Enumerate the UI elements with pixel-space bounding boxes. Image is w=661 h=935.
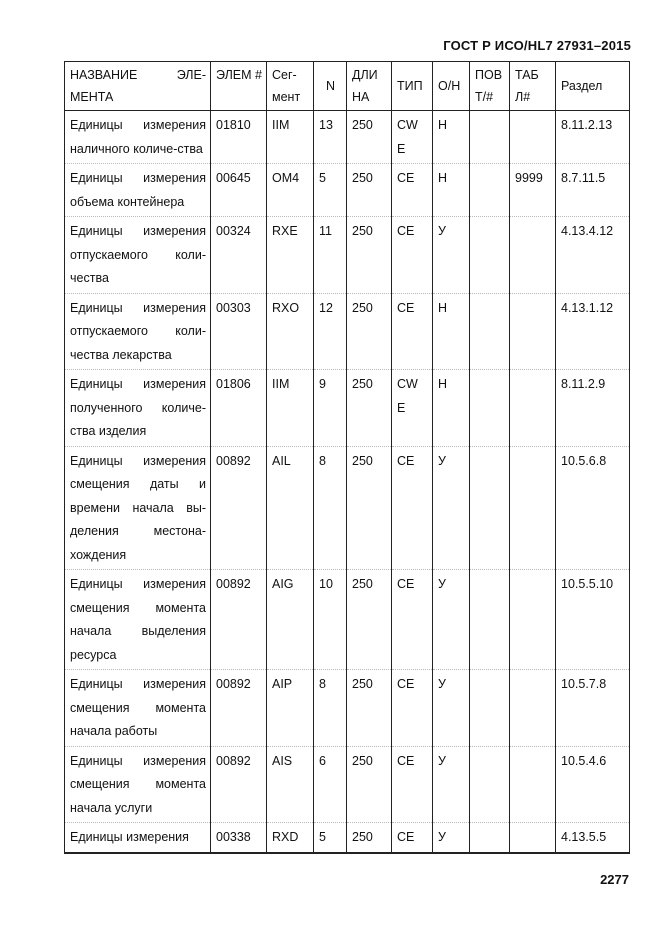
cell-segment: AIG [267,570,314,670]
table-row [65,823,630,853]
cell-section: 10.5.7.8 [556,670,630,747]
cell-section: 4.13.1.12 [556,293,630,370]
cell-length: 250 [347,670,392,747]
cell-length: 250 [347,746,392,823]
cell-length: 250 [347,217,392,294]
cell-n: 10 [314,570,347,670]
cell-rep [470,293,510,370]
cell-section: 10.5.6.8 [556,446,630,570]
cell-type: CE [392,570,433,670]
cell-n: 5 [314,823,347,853]
cell-elem: 00892 [211,746,267,823]
cell-n: 8 [314,446,347,570]
cell-type: CE [392,823,433,853]
cell-name: Единицы измерения смещения даты и времени начала вы-деления местона-хождения [65,446,211,570]
cell-segment: IIM [267,111,314,164]
table-row [65,370,630,447]
cell-opt: Н [433,164,470,217]
cell-rep [470,446,510,570]
cell-elem: 00892 [211,670,267,747]
cell-tbl [510,570,556,670]
cell-opt: У [433,670,470,747]
cell-length: 250 [347,570,392,670]
cell-type: CW E [392,370,433,447]
page-number: 2277 [600,872,629,887]
cell-name: Единицы измерения смещения момента начала работы [65,670,211,747]
cell-elem: 00892 [211,570,267,670]
document-standard-header: ГОСТ Р ИСО/HL7 27931–2015 [443,38,631,53]
cell-opt: У [433,446,470,570]
cell-rep [470,111,510,164]
cell-opt: У [433,217,470,294]
cell-segment: RXE [267,217,314,294]
cell-tbl [510,111,556,164]
cell-type: CE [392,446,433,570]
cell-name: Единицы измерения смещения момента начала услуги [65,746,211,823]
cell-rep [470,670,510,747]
cell-segment: AIP [267,670,314,747]
cell-name: Единицы измерения отпускаемого коли-чества лекарства [65,293,211,370]
cell-opt: Н [433,293,470,370]
cell-section: 10.5.5.10 [556,570,630,670]
cell-elem: 01810 [211,111,267,164]
cell-name: Единицы измерения полученного количе-ства изделия [65,370,211,447]
cell-elem: 00645 [211,164,267,217]
cell-tbl [510,293,556,370]
cell-opt: У [433,746,470,823]
cell-length: 250 [347,370,392,447]
cell-elem: 01806 [211,370,267,447]
cell-length: 250 [347,111,392,164]
table-row [65,293,630,370]
cell-n: 5 [314,164,347,217]
cell-n: 8 [314,670,347,747]
col-header-tbl: ТАБ Л# [510,62,556,111]
cell-opt: У [433,570,470,670]
table-row [65,111,630,164]
cell-tbl [510,446,556,570]
cell-name: Единицы измерения объема контейнера [65,164,211,217]
col-header-opt: О/Н [433,62,470,111]
table-header-row [65,62,630,111]
table-row [65,217,630,294]
cell-segment: OM4 [267,164,314,217]
cell-elem: 00303 [211,293,267,370]
cell-length: 250 [347,446,392,570]
cell-type: CE [392,164,433,217]
cell-name: Единицы измерения наличного количе-ства [65,111,211,164]
cell-name: Единицы измерения [65,823,211,853]
cell-rep [470,164,510,217]
cell-tbl [510,370,556,447]
col-header-type: ТИП [392,62,433,111]
cell-n: 12 [314,293,347,370]
cell-section: 10.5.4.6 [556,746,630,823]
table-row [65,670,630,747]
cell-segment: IIM [267,370,314,447]
col-header-elem: ЭЛЕМ # [211,62,267,111]
cell-type: CE [392,217,433,294]
cell-name: Единицы измерения смещения момента начала выделения ресурса [65,570,211,670]
cell-elem: 00324 [211,217,267,294]
cell-tbl: 9999 [510,164,556,217]
cell-section: 8.11.2.9 [556,370,630,447]
cell-opt: Н [433,370,470,447]
col-header-segment: Сег-мент [267,62,314,111]
cell-section: 8.11.2.13 [556,111,630,164]
cell-opt: У [433,823,470,853]
cell-length: 250 [347,293,392,370]
col-header-length: ДЛИ НА [347,62,392,111]
cell-type: CW E [392,111,433,164]
table-row [65,570,630,670]
cell-n: 6 [314,746,347,823]
cell-section: 4.13.4.12 [556,217,630,294]
cell-elem: 00338 [211,823,267,853]
cell-tbl [510,746,556,823]
cell-n: 11 [314,217,347,294]
cell-opt: Н [433,111,470,164]
cell-segment: RXO [267,293,314,370]
cell-tbl [510,823,556,853]
col-header-section: Раздел [556,62,630,111]
col-header-rep: ПОВ Т/# [470,62,510,111]
cell-section: 8.7.11.5 [556,164,630,217]
cell-name: Единицы измерения отпускаемого коли-чества [65,217,211,294]
cell-length: 250 [347,164,392,217]
col-header-n: N [314,62,347,111]
cell-rep [470,570,510,670]
cell-rep [470,746,510,823]
table-row [65,746,630,823]
cell-n: 9 [314,370,347,447]
data-elements-table [64,61,630,854]
table-row [65,164,630,217]
cell-rep [470,217,510,294]
cell-length: 250 [347,823,392,853]
cell-rep [470,370,510,447]
cell-type: CE [392,293,433,370]
cell-n: 13 [314,111,347,164]
cell-segment: AIS [267,746,314,823]
cell-segment: AIL [267,446,314,570]
cell-section: 4.13.5.5 [556,823,630,853]
cell-segment: RXD [267,823,314,853]
cell-elem: 00892 [211,446,267,570]
table-row [65,446,630,570]
cell-type: CE [392,746,433,823]
cell-tbl [510,217,556,294]
cell-type: CE [392,670,433,747]
cell-tbl [510,670,556,747]
col-header-name: НАЗВАНИЕ ЭЛЕ-МЕНТА [65,62,211,111]
cell-rep [470,823,510,853]
